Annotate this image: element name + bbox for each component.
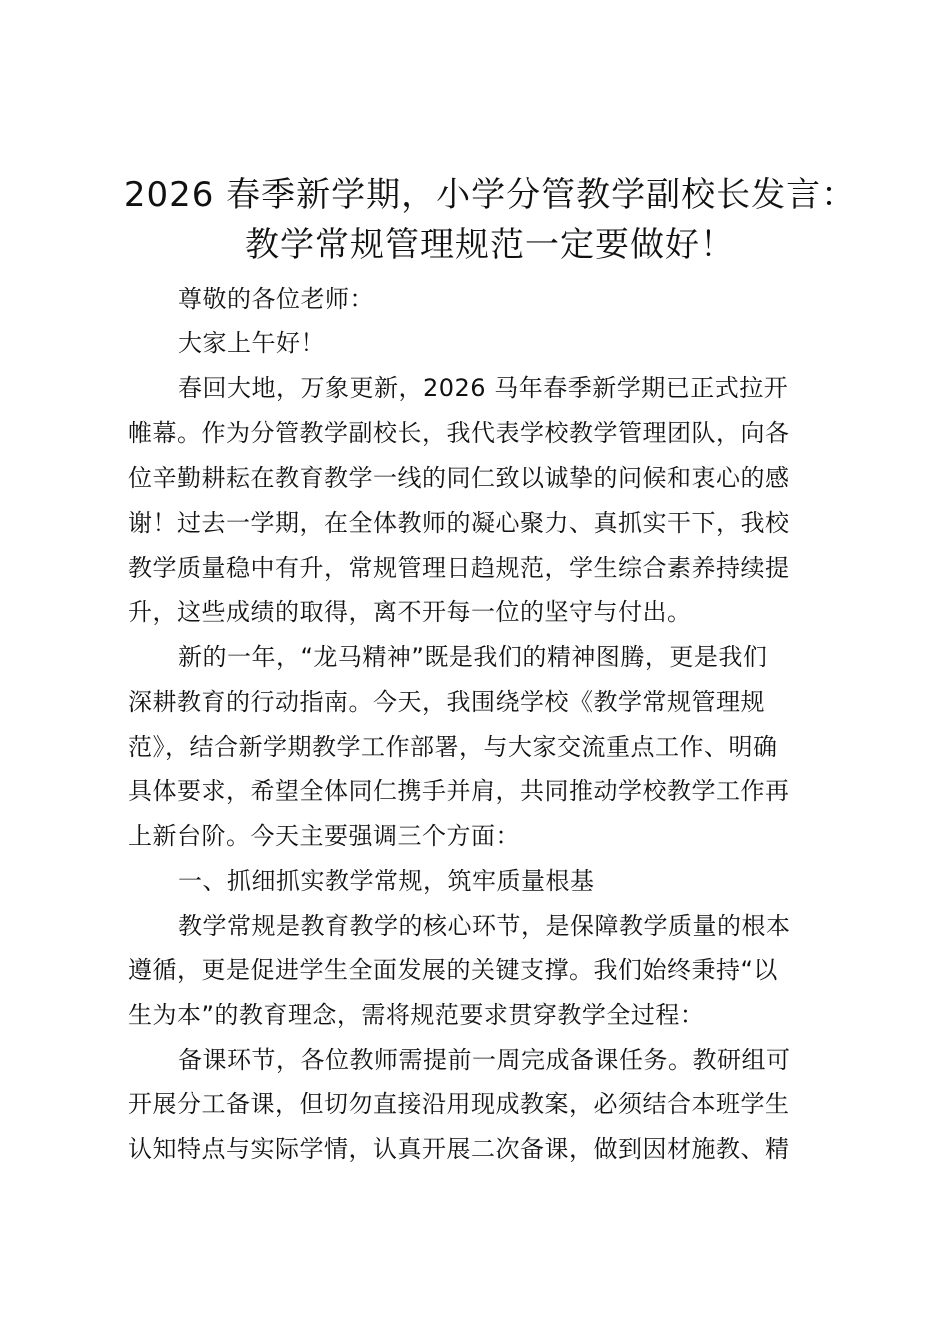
paragraph-1-line: 帷幕。作为分管教学副校长，我代表学校教学管理团队，向各 [128,419,790,447]
paragraph-3-line: 生为本”的教育理念，需将规范要求贯穿教学全过程： [128,1001,705,1029]
paragraph-4-line: 开展分工备课，但切勿直接沿用现成教案，必须结合本班学生 [128,1090,790,1118]
paragraph-3-line: 遵循，更是促进学生全面发展的关键支撑。我们始终秉持“以 [128,956,778,984]
paragraph-2-line: 深耕教育的行动指南。今天，我围绕学校《教学常规管理规 [128,688,765,716]
paragraph-1-line: 春回大地，万象更新，2026 马年春季新学期已正式拉开 [178,374,789,402]
paragraph-2-line: 具体要求，希望全体同仁携手并肩，共同推动学校教学工作再 [128,777,790,805]
paragraph-1-line: 位辛勤耕耘在教育教学一线的同仁致以诚挚的问候和衷心的感 [128,464,790,492]
paragraph-1-line: 谢！过去一学期，在全体教师的凝心聚力、真抓实干下，我校 [128,509,790,537]
paragraph-2-line: 新的一年，“龙马精神”既是我们的精神图腾，更是我们 [178,643,768,671]
paragraph-1-line: 升，这些成绩的取得，离不开每一位的坚守与付出。 [128,598,692,626]
paragraph-2-line: 范》，结合新学期教学工作部署，与大家交流重点工作、明确 [128,733,778,761]
paragraph-4-line: 备课环节，各位教师需提前一周完成备课任务。教研组可 [178,1046,791,1074]
paragraph-2-line: 上新台阶。今天主要强调三个方面： [128,822,520,850]
paragraph-4-line: 认知特点与实际学情，认真开展二次备课，做到因材施教、精 [128,1135,790,1163]
paragraph-3-line: 教学常规是教育教学的核心环节，是保障教学质量的根本 [178,912,791,940]
document-title-line-2: 教学常规管理规范一定要做好！ [245,225,735,265]
greeting: 尊敬的各位老师： [178,285,374,313]
salutation: 大家上午好！ [178,329,325,357]
section-1-heading: 一、抓细抓实教学常规，筑牢质量根基 [178,867,595,895]
document-title-line-1: 2026 春季新学期，小学分管教学副校长发言： [123,175,857,215]
paragraph-1-line: 教学质量稳中有升，常规管理日趋规范，学生综合素养持续提 [128,554,790,582]
